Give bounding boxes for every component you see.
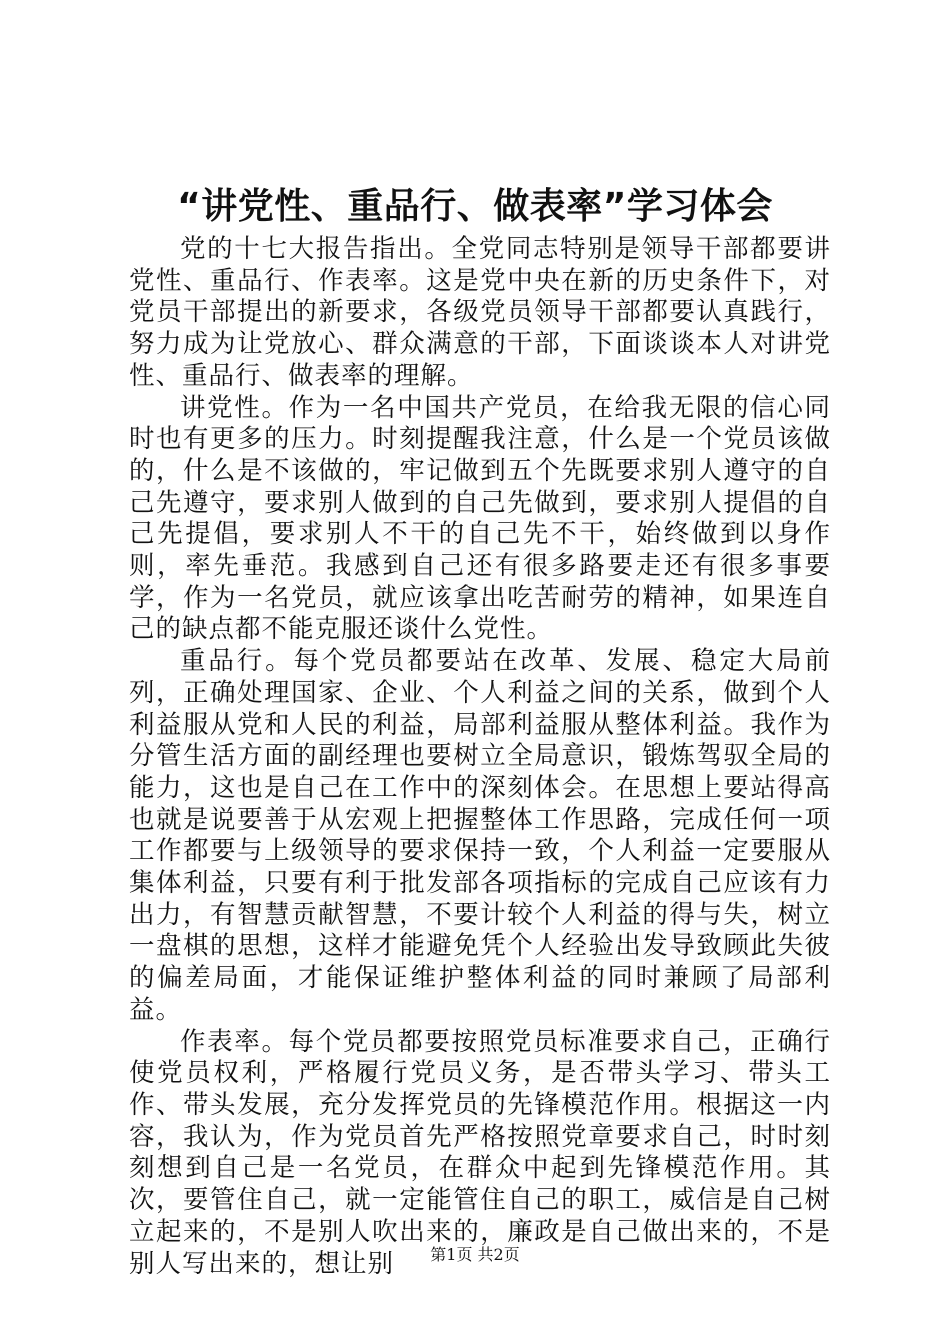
paragraph-intro: 党的十七大报告指出。全党同志特别是领导干部都要讲党性、重品行、作表率。这是党中央在新的历史条件下，对党员干部提出的新要求，各级党员领导干部都要认真践行，努力成为让党放心、群众满意的干部，下面谈谈本人对讲党性、重品行、做表率的理解。 (129, 234, 831, 391)
page-footer (0, 1244, 950, 1266)
paragraph-moral-conduct: 重品行。每个党员都要站在改革、发展、稳定大局前列，正确处理国家、企业、个人利益之间的关系，做到个人利益服从党和人民的利益，局部利益服从整体利益。我作为分管生活方面的副经理也要树立全局意识，锻炼驾驭全局的能力，这也是自己在工作中的深刻体会。在思想上要站得高也就是说要善于从宏观上把握整体工作思路，完成任何一项工作都要与上级领导的要求保持一致，个人利益一定要服从集体利益，只要有利于批发部各项指标的完成自己应该有力出力，有智慧贡献智慧，不要计较个人利益的得与失，树立一盘棋的思想，这样才能避免凭个人经验出发导致顾此失彼的偏差局面，才能保证维护整体利益的同时兼顾了局部利益。 (129, 646, 831, 1025)
page-number: 第1页 (430, 1245, 473, 1264)
paragraph-party-spirit: 讲党性。作为一名中国共产党员，在给我无限的信心同时也有更多的压力。时刻提醒我注意，什么是一个党员该做的，什么是不该做的，牢记做到五个先既要求别人遵守的自己先遵守，要求别人做到的自己先做到，要求别人提倡的自己先提倡，要求别人不干的自己先不干，始终做到以身作则，率先垂范。我感到自己还有很多路要走还有很多事要学，作为一名党员，就应该拿出吃苦耐劳的精神，如果连自己的缺点都不能克服还谈什么党性。 (129, 392, 831, 645)
document-title: “讲党性、重品行、做表率”学习体会 (177, 186, 773, 227)
document-body (129, 234, 831, 1280)
page-total: 共2页 (477, 1245, 520, 1264)
paragraph-set-example: 作表率。每个党员都要按照党员标准要求自己，正确行使党员权利，严格履行党员义务，是否带头学习、带头工作、带头发展，充分发挥党员的先锋模范作用。根据这一内容，我认为，作为党员首先严格按照党章要求自己，时时刻刻想到自己是一名党员，在群众中起到先锋模范作用。其次，要管住自己，就一定能管住自己的职工，威信是自己树立起来的，不是别人吹出来的，廉政是自己做出来的，不是别人写出来的，想让别 (129, 1026, 831, 1279)
